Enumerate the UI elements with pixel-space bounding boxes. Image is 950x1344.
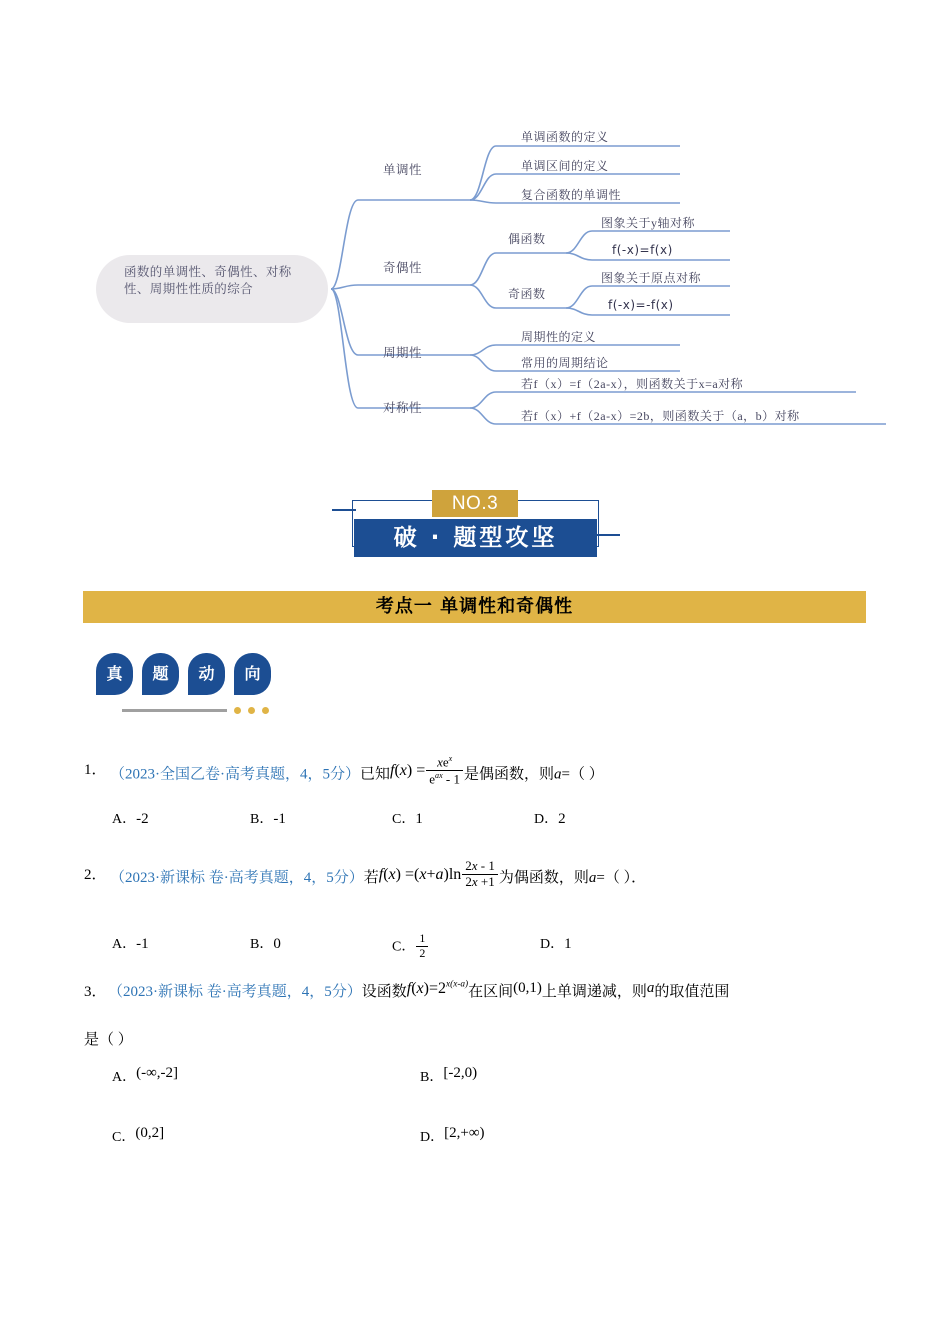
question-3-formula: $f(x)=2^{x(x-a)}$: [406, 979, 469, 997]
mindmap-leaf-even-graph-symmetry: 图象关于y轴对称: [601, 216, 696, 230]
question-3-line2: 是（ ）: [84, 1032, 133, 1048]
zhenti-underline-decoration: [122, 709, 227, 712]
mindmap-leaf-odd-formula: f(-x)=-f(x): [608, 298, 674, 312]
mindmap-sub-even-function: 偶函数: [508, 232, 546, 246]
question-3-tail2: 的取值范围: [654, 984, 730, 1000]
zhenti-badge-2: 题: [142, 653, 179, 695]
question-3-var: a: [646, 980, 655, 996]
zhenti-dot-1: [234, 707, 241, 714]
question-1-tail2: =（ ）: [561, 766, 604, 783]
question-1-option-a[interactable]: A．-2: [112, 811, 149, 827]
questions-list: [0, 740, 950, 1150]
mindmap-connectors: [0, 0, 950, 460]
banner-number-badge: NO.3: [432, 490, 518, 517]
question-1-options: [0, 808, 950, 842]
zhenti-dongxiang-group: [96, 653, 356, 718]
question-2-option-a[interactable]: A．-1: [112, 936, 149, 952]
question-3-options-row1: [0, 1065, 950, 1099]
mindmap-branch-periodicity: 周期性: [383, 346, 423, 360]
mindmap-leaf-symmetry-point: 若f（x）+f（2a-x）=2b，则函数关于（a，b）对称: [521, 409, 800, 423]
mindmap-branch-symmetry: 对称性: [383, 401, 423, 415]
question-3-options-row2: [0, 1125, 950, 1159]
question-1-option-b[interactable]: B．-1: [250, 811, 286, 827]
question-1-source: （2023·全国乙卷·高考真题，4，5分）: [110, 766, 360, 783]
banner-tick-left-decoration: [332, 509, 356, 511]
question-1-tail: 是偶函数，则: [464, 766, 555, 783]
question-3-option-c[interactable]: C．(0,2]: [112, 1125, 165, 1145]
question-1: [0, 740, 950, 845]
mindmap-center-label: 函数的单调性、奇偶性、对称性、周期性性质的综合: [124, 265, 292, 296]
question-2-options: [0, 933, 950, 967]
question-2-number: 2．: [84, 867, 107, 883]
question-1-lead: 已知: [360, 766, 391, 783]
exam-point-heading-bar: [83, 591, 866, 623]
question-2-option-d[interactable]: D．1: [540, 936, 572, 952]
question-1-formula: f(x) = $\frac{xe^x}{e^{ax} - 1}$: [390, 762, 464, 779]
question-2-tail2: =（ ）．: [596, 870, 647, 887]
mindmap-leaf-monotonic-interval-def: 单调区间的定义: [521, 159, 609, 173]
question-3: [0, 970, 950, 1150]
mindmap-leaf-monotonic-function-def: 单调函数的定义: [521, 130, 609, 144]
question-3-interval: (0,1): [513, 980, 542, 996]
zhenti-dot-3: [262, 707, 269, 714]
question-3-option-d[interactable]: D．[2,+∞): [420, 1125, 485, 1145]
question-3-tail: 上单调递减，则: [541, 984, 647, 1000]
zhenti-badge-1: 真: [96, 653, 133, 695]
question-3-source: （2023·新课标 卷·高考真题，4，5分）: [108, 984, 362, 1000]
question-3-mid: 在区间: [468, 984, 514, 1000]
question-2-lead: 若: [363, 870, 379, 887]
banner-tick-right-decoration: [596, 534, 620, 536]
exam-point-heading-text: 考点一 单调性和奇偶性: [375, 596, 574, 617]
mindmap-center-node: [96, 255, 328, 323]
question-2: [0, 845, 950, 970]
zhenti-dot-2: [248, 707, 255, 714]
mindmap-leaf-odd-graph-symmetry: 图象关于原点对称: [601, 271, 702, 285]
question-3-option-a[interactable]: A．(-∞,-2]: [112, 1065, 179, 1085]
mindmap-leaf-composite-monotonicity: 复合函数的单调性: [521, 188, 622, 202]
question-3-lead: 设函数: [361, 984, 407, 1000]
mindmap-branch-parity: 奇偶性: [383, 261, 423, 275]
question-2-option-c[interactable]: C． $\frac{1}{2}$: [392, 933, 429, 962]
question-1-number: 1．: [84, 762, 107, 778]
mindmap-leaf-common-period-results: 常用的周期结论: [521, 356, 609, 370]
mindmap-sub-odd-function: 奇函数: [508, 287, 546, 301]
mindmap-leaf-even-formula: f(-x)=f(x): [612, 243, 673, 257]
question-1-option-c[interactable]: C．1: [392, 811, 423, 827]
section-banner: [0, 482, 950, 572]
zhenti-badge-4: 向: [234, 653, 271, 695]
question-2-tail: 为偶函数，则: [498, 870, 589, 887]
zhenti-badge-3: 动: [188, 653, 225, 695]
question-3-option-b[interactable]: B．[-2,0): [420, 1065, 478, 1085]
question-1-var: a: [554, 766, 562, 783]
mindmap-leaf-periodicity-def: 周期性的定义: [521, 330, 597, 344]
mindmap-leaf-symmetry-axis: 若f（x）=f（2a-x），则函数关于x=a对称: [521, 377, 744, 391]
question-2-formula: f(x) =(x+a)ln $\frac{2x - 1}{2x +1}$: [379, 866, 499, 883]
question-2-option-b[interactable]: B．0: [250, 936, 281, 952]
question-3-number: 3．: [84, 984, 107, 1000]
question-2-source: （2023·新课标 卷·高考真题，4，5分）: [110, 870, 364, 887]
question-2-var: a: [588, 870, 597, 887]
mindmap-branch-monotonicity: 单调性: [383, 163, 423, 177]
question-1-option-d[interactable]: D．2: [534, 811, 566, 827]
mindmap: [0, 0, 950, 460]
banner-title: 破 · 题型攻坚: [354, 519, 597, 557]
